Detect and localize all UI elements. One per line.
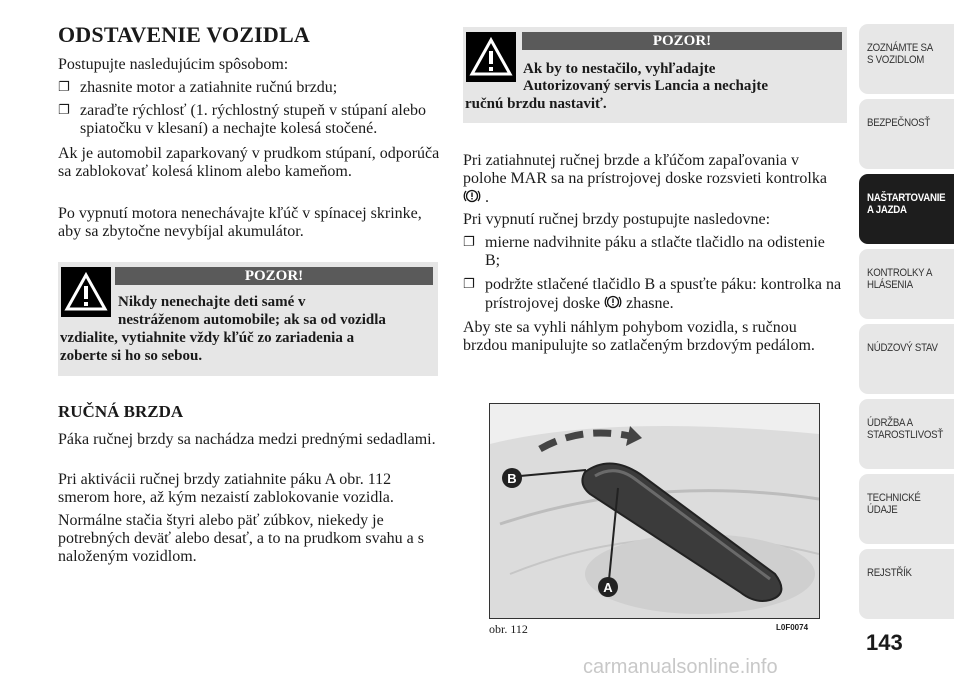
handbrake-illustration — [489, 403, 820, 619]
warning-line: Ak by to nestačilo, vyhľadajte — [523, 61, 716, 77]
tab-nastartovanie-a-jazda[interactable]: NAŠTARTOVANIE A JAZDA — [859, 174, 954, 244]
brake-warning-lamp-icon — [463, 188, 481, 204]
callout-b-label: B — [507, 471, 517, 486]
tab-zoznamte-sa-s-vozidlom[interactable]: ZOZNÁMTE SA S VOZIDLOM — [859, 24, 954, 94]
watermark: carmanualsonline.info — [583, 656, 778, 678]
warning-line: nestráženom automobile; ak sa od vozidla — [118, 312, 386, 328]
checkbox-bullet-icon: ❐ — [463, 235, 475, 250]
warning-triangle-icon — [61, 267, 111, 317]
warning-header: POZOR! — [522, 32, 842, 50]
page-number: 143 — [866, 630, 903, 655]
list-item: ❐ podržte stlačené tlačidlo B a spusťte páku: kontrolka na prístrojovej doske zhasne. — [463, 276, 842, 312]
checkbox-bullet-icon: ❐ — [58, 103, 70, 118]
section-title: RUČNÁ BRZDA — [58, 402, 184, 421]
warning-line: Nikdy nenechajte deti samé v — [118, 294, 306, 310]
tab-udrzba-a-starostlivost[interactable]: ÚDRŽBA A STAROSTLIVOSŤ — [859, 399, 954, 469]
checkbox-bullet-icon: ❐ — [463, 277, 475, 292]
paragraph: Páka ručnej brzdy sa nachádza medzi prednými sedadlami. — [58, 431, 436, 448]
tab-bezpecnost[interactable]: BEZPEČNOSŤ — [859, 99, 954, 169]
paragraph: Aby ste sa vyhli náhlym pohybom vozidla, s ručnou brzdou manipulujte so zatlačeným brzdovým pedálom. — [463, 319, 815, 354]
page-title: ODSTAVENIE VOZIDLA — [58, 22, 310, 47]
warning-line: vzdialite, vytiahnite vždy kľúč zo zariadenia a — [60, 330, 355, 346]
warning-header: POZOR! — [115, 267, 433, 285]
callout-a-label: A — [603, 580, 613, 595]
warning-triangle-icon — [466, 32, 516, 82]
list-item: ❐ mierne nadvihnite páku a stlačte tlačidlo na odistenie B; — [463, 234, 825, 269]
brake-warning-lamp-icon — [604, 294, 622, 310]
paragraph: Ak je automobil zaparkovaný v prudkom stúpaní, odporúča sa zablokovať kolesá klinom alebo kameňom. — [58, 145, 440, 180]
tab-kontrolky-a-hlasenia[interactable]: KONTROLKY A HLÁSENIA — [859, 249, 954, 319]
figure-caption: obr. 112 — [489, 622, 528, 636]
figure-code: L0F0074 — [776, 623, 809, 632]
warning-line: Autorizovaný servis Lancia a nechajte — [523, 78, 768, 94]
checkbox-bullet-icon: ❐ — [58, 80, 70, 95]
warning-line: zoberte si ho so sebou. — [60, 348, 203, 364]
warning-box — [58, 262, 438, 376]
intro-text: Postupujte nasledujúcim spôsobom: — [58, 56, 289, 73]
tab-nudzovy-stav[interactable]: NÚDZOVÝ STAV — [859, 324, 954, 394]
warning-line: ručnú brzdu nastaviť. — [465, 96, 607, 112]
tab-rejstrik[interactable]: REJSTŘÍK — [859, 549, 954, 619]
paragraph: Po vypnutí motora nenechávajte kľúč v spínacej skrinke, aby sa zbytočne nevybíjal akumulátor. — [58, 205, 422, 240]
warning-box — [463, 27, 847, 123]
paragraph: Pri zatiahnutej ručnej brzde a kľúčom zapaľovania v polohe MAR sa na prístrojovej doske rozsvieti kontrolka . — [463, 152, 827, 206]
list-item: ❐ zhasnite motor a zatiahnite ručnú brzdu; — [58, 79, 338, 96]
paragraph: Normálne stačia štyri alebo päť zúbkov, niekedy je potrebných deväť alebo desať, a to na prudkom svahu a s naloženým vozidlom. — [58, 512, 425, 565]
paragraph: Pri vypnutí ručnej brzdy postupujte nasledovne: — [463, 211, 771, 228]
paragraph: Pri aktivácii ručnej brzdy zatiahnite páku A obr. 112 smerom hore, až kým nezaistí zablokovanie vozidla. — [58, 471, 394, 506]
list-item: ❐ zaraďte rýchlosť (1. rýchlostný stupeň v stúpaní alebo spiatočku v klesaní) a nechajte kolesá stočené. — [58, 102, 426, 137]
tab-technicke-udaje[interactable]: TECHNICKÉ ÚDAJE — [859, 474, 954, 544]
